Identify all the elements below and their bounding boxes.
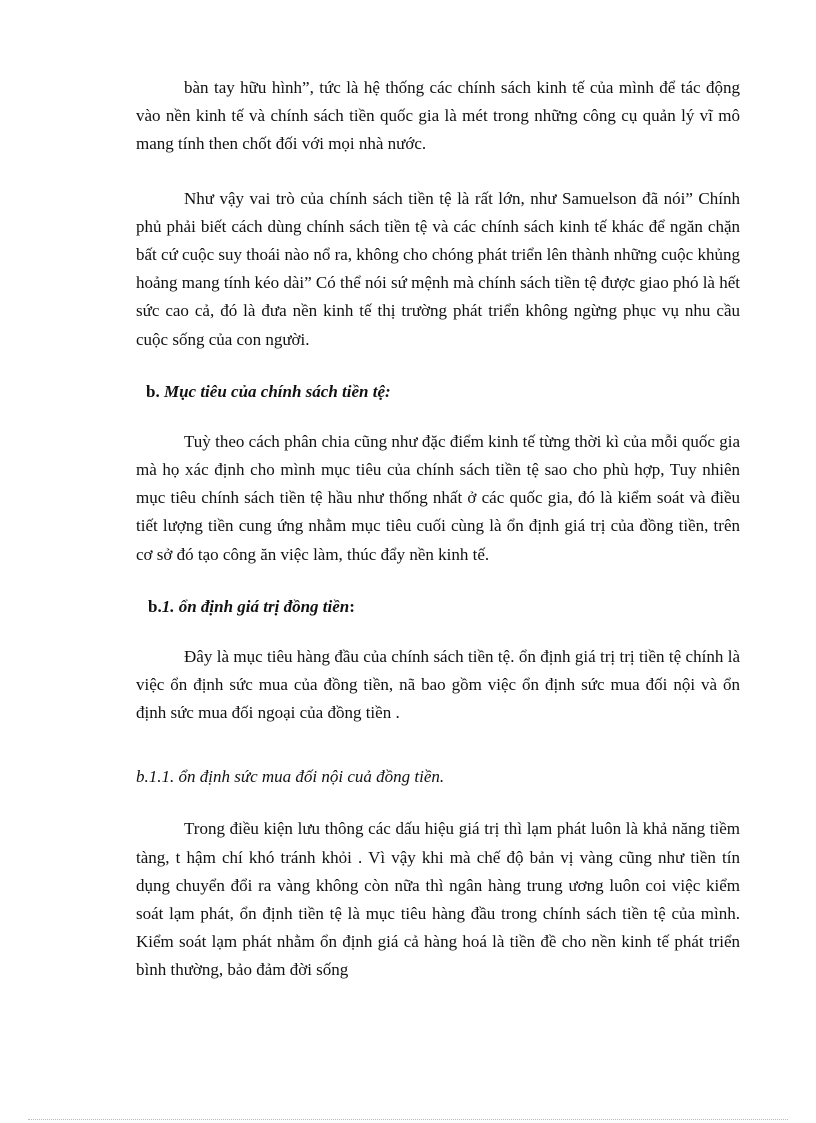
page-bottom-rule <box>28 1119 788 1120</box>
paragraph-3: Tuỳ theo cách phân chia cũng như đặc điểm kinh tế từng thời kì của mỗi quốc gia mà họ xác định cho mình mục tiêu của chính sách tiền tệ sao cho phù hợp, Tuy nhiên mục tiêu chính sách tiền tệ hầu như thống nhất ở các quốc gia, đó là kiểm soát và điều tiết lượng tiền cung ứng nhằm mục tiêu cuối cùng là ổn định giá trị của đồng tiền, trên cơ sở đó tạo công ăn việc làm, thúc đẩy nền kinh tế. <box>136 431 740 564</box>
document-page <box>136 74 740 985</box>
section-heading-b <box>146 378 740 406</box>
section-heading-b1 <box>148 593 740 621</box>
section-heading-b-title: Mục tiêu của chính sách tiền tệ: <box>163 381 391 401</box>
paragraph-1: bàn tay hữu hình”, tức là hệ thống các chính sách kinh tế của mình để tác động vào nền kinh tế và chính sách tiền quốc gia là mét trong những công cụ quản lý vĩ mô mang tính then chốt đối với mọi nhà nước. <box>136 78 740 154</box>
section-heading-b1-number: b. <box>148 596 162 616</box>
paragraph-2: Như vậy vai trò của chính sách tiền tệ là rất lớn, như Samuelson đã nói” Chính phủ phải biết cách dùng chính sách tiền tệ và các chính sách kinh tế khác để ngăn chặn bất cứ cuộc suy thoái nào nổ ra, không cho chóng phát triển lên thành những cuộc khủng hoảng mang tính kéo dài” Có thể nói sứ mệnh mà chính sách tiền tệ được giao phó là hết sức cao cả, đó là đưa nền kinh tế thị trường phát triển không ngừng phục vụ nhu cầu cuộc sống của con người. <box>136 188 740 349</box>
section-heading-b-number: b. <box>146 381 160 401</box>
section-heading-b1-title: 1. ổn định giá trị đồng tiền <box>161 596 350 616</box>
subsection-heading-b11: b.1.1. ổn định sức mua đối nội cuả đồng tiền. <box>136 767 445 787</box>
paragraph-5: Trong điều kiện lưu thông các dấu hiệu giá trị thì lạm phát luôn là khả năng tiềm tàng, t hậm chí khó tránh khỏi . Vì vậy khi mà chế độ bản vị vàng cũng như tiền tín dụng chuyển đổi ra vàng không còn nữa thì ngân hàng trung ương luôn coi việc kiểm soát lạm phát, ổn định tiền tệ là mục tiêu hàng đầu trong chính sách tiền tệ của mình. Kiểm soát lạm phát nhằm ổn định giá cả hàng hoá là tiền đề cho nền kinh tế phát triển bình thường, bảo đảm đời sống <box>136 819 740 980</box>
section-heading-b1-colon: : <box>349 596 355 616</box>
paragraph-4: Đây là mục tiêu hàng đầu của chính sách tiền tệ. ổn định giá trị trị tiền tệ chính là việc ổn định sức mua của đồng tiền, nã bao gồm việc ổn định sức mua đối nội và ổn định sức mua đối ngoại của đồng tiền . <box>136 646 740 723</box>
